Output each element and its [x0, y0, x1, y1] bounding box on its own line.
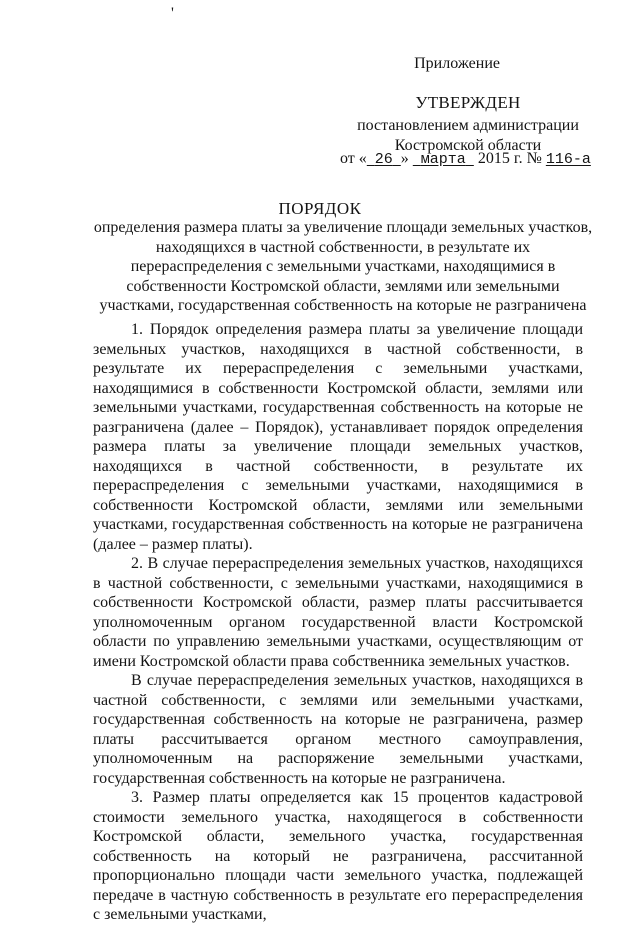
document-subtitle: определения размера платы за увеличение площади земельных участков, находящихся в частной собственности, в результате их перераспределения с земельными участками, находящимися в собственности Костромской области, землями или земельными участками, государственная собственность на которые не разграничена [93, 219, 593, 314]
approved-heading: УТВЕРЖДЕН [415, 93, 521, 112]
decree-year: 2015 г. № [477, 150, 542, 167]
decree-month: марта [420, 151, 466, 168]
document-title: ПОРЯДОК [278, 199, 362, 218]
decree-day: 26 [374, 151, 393, 168]
approved-line-1: постановлением администрации [357, 117, 579, 134]
decree-number: 116-а [545, 151, 591, 168]
approved-line-2: Костромской области [394, 137, 542, 154]
paragraph-4: 3. Размер платы определяется как 15 процентов кадастровой стоимости земельного участка, находящегося в собственности Костромской области, земельного участка, государственная собственность на который не разграничена, рассчитанной пропорционально площади части земельного участка, подлежащей передаче в частную собственность в результате его перераспределения с земельными участками, [93, 789, 583, 923]
decree-month-field [413, 150, 474, 167]
paragraph-1: 1. Порядок определения размера платы за увеличение площади земельных участков, находящихся в частной собственности, в результате их перераспределения с земельными участками, находящимися в собственности Костромской области, землями или земельными участками, государственная собственность на которые не разграничена (далее – Порядок), устанавливает порядок определения размера платы за увеличение площади земельных участков, находящихся в частной собственности, в результате их перераспределения с земельными участками, находящимися в собственности Костромской области, землями или земельными участками, государственная собственность на которые не разграничена (далее – размер платы). [93, 321, 583, 553]
decree-day-field [367, 150, 401, 167]
paragraph-2: 2. В случае перераспределения земельных участков, находящихся в частной собственности, с земельными участками, находящимися в собственности Костромской области, размер платы рассчитывается уполномоченным органом государственной власти Костромской области по управлению земельными участками, осуществляющим от имени Костромской области права собственника земельных участков. [93, 555, 583, 670]
decree-prefix: от « [340, 150, 367, 167]
decree-line [340, 149, 591, 170]
scan-mark: ' [171, 5, 174, 22]
approval-block [343, 92, 593, 156]
appendix-label: Приложение [414, 55, 500, 72]
document-body [93, 320, 583, 923]
paragraph-3: В случае перераспределения земельных участков, находящихся в частной собственности, с землями или земельными участками, государственная собственность на которые не разграничена, размер платы рассчитывается органом местного самоуправления, уполномоченным на распоряжение земельными участками, государственная собственность на которые не разграничена. [93, 672, 583, 787]
decree-mid: » [400, 150, 409, 167]
